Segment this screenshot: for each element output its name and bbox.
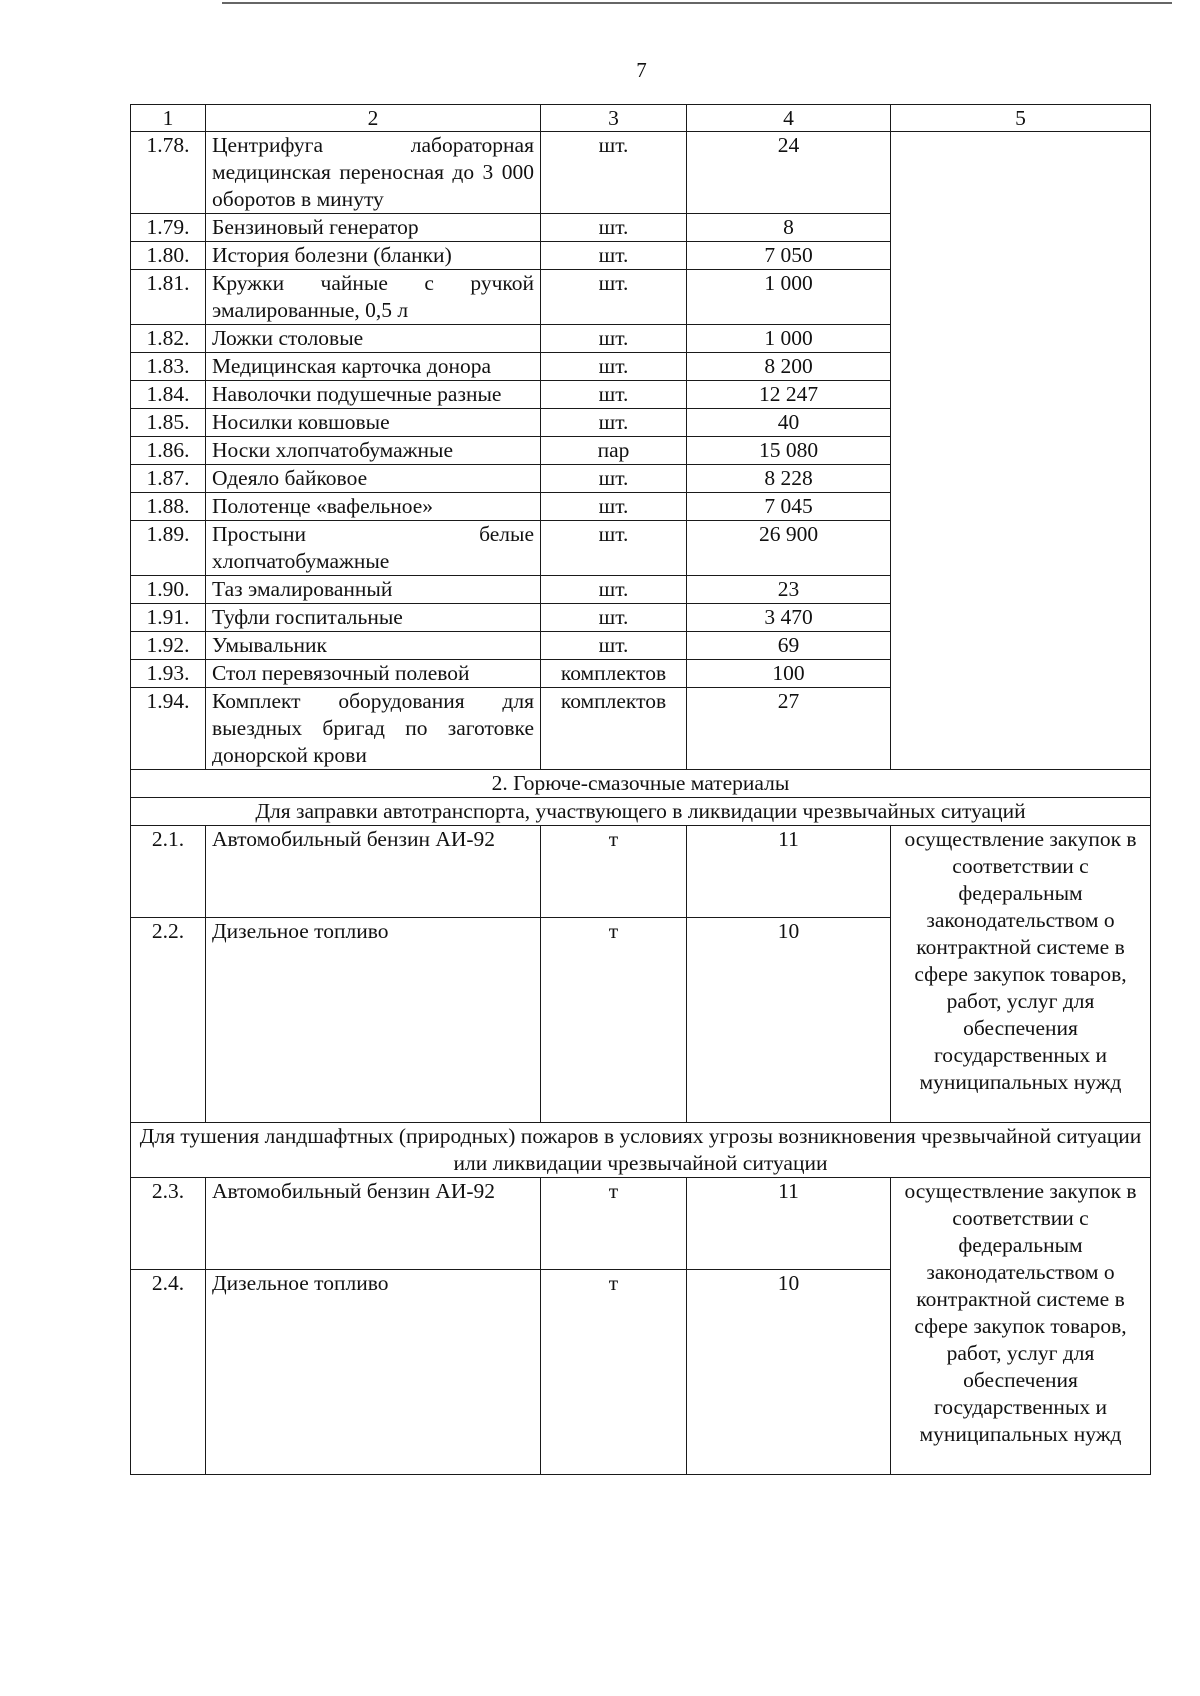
row-number: 1.94. — [131, 688, 206, 770]
item-unit: т — [541, 918, 687, 1123]
item-quantity: 11 — [687, 826, 891, 918]
item-unit: шт. — [541, 521, 687, 576]
item-quantity: 1 000 — [687, 325, 891, 353]
item-name: Носки хлопчатобумажные — [206, 437, 541, 465]
item-name: Простыни белые хлопчатобумажные — [206, 521, 541, 576]
item-quantity: 12 247 — [687, 381, 891, 409]
item-quantity: 40 — [687, 409, 891, 437]
header-col-4: 4 — [687, 105, 891, 132]
row-number: 1.80. — [131, 242, 206, 270]
item-quantity: 3 470 — [687, 604, 891, 632]
item-quantity: 7 050 — [687, 242, 891, 270]
table-row — [131, 1178, 1151, 1270]
row-number: 1.88. — [131, 493, 206, 521]
subsection-header-row — [131, 1123, 1151, 1178]
item-name: Дизельное топливо — [206, 1270, 541, 1475]
item-unit: шт. — [541, 409, 687, 437]
header-col-2: 2 — [206, 105, 541, 132]
item-unit: шт. — [541, 381, 687, 409]
row-number: 1.92. — [131, 632, 206, 660]
item-unit: шт. — [541, 270, 687, 325]
row-number: 1.86. — [131, 437, 206, 465]
item-unit: т — [541, 826, 687, 918]
row-number: 2.1. — [131, 826, 206, 918]
item-quantity: 15 080 — [687, 437, 891, 465]
item-name: Таз эмалированный — [206, 576, 541, 604]
row-number: 1.82. — [131, 325, 206, 353]
item-unit: пар — [541, 437, 687, 465]
scan-top-edge-line — [222, 2, 1172, 4]
item-name: Дизельное топливо — [206, 918, 541, 1123]
page-number: 7 — [636, 58, 647, 82]
row-number: 1.81. — [131, 270, 206, 325]
item-unit: шт. — [541, 325, 687, 353]
header-col-3: 3 — [541, 105, 687, 132]
item-unit: шт. — [541, 576, 687, 604]
row-number: 1.91. — [131, 604, 206, 632]
item-name: Медицинская карточка донора — [206, 353, 541, 381]
item-unit: т — [541, 1270, 687, 1475]
item-name: Автомобильный бензин АИ-92 — [206, 826, 541, 918]
row-number: 2.2. — [131, 918, 206, 1123]
subsection-title: Для заправки автотранспорта, участвующего в ликвидации чрезвычайных ситуаций — [131, 798, 1151, 826]
item-unit: шт. — [541, 242, 687, 270]
notes-cell-empty — [891, 132, 1151, 770]
subsection-header-row — [131, 798, 1151, 826]
item-quantity: 8 228 — [687, 465, 891, 493]
header-col-1: 1 — [131, 105, 206, 132]
item-name: Автомобильный бензин АИ-92 — [206, 1178, 541, 1270]
item-unit: шт. — [541, 604, 687, 632]
row-number: 1.79. — [131, 214, 206, 242]
item-quantity: 11 — [687, 1178, 891, 1270]
item-unit: шт. — [541, 465, 687, 493]
item-quantity: 8 — [687, 214, 891, 242]
row-number: 1.84. — [131, 381, 206, 409]
header-col-5: 5 — [891, 105, 1151, 132]
item-name: Стол перевязочный полевой — [206, 660, 541, 688]
item-name: Туфли госпитальные — [206, 604, 541, 632]
item-quantity: 23 — [687, 576, 891, 604]
item-unit: шт. — [541, 214, 687, 242]
item-unit: шт. — [541, 353, 687, 381]
item-name: Одеяло байковое — [206, 465, 541, 493]
procurement-note: осуществление закупок в соответствии с федеральным законодательством о контрактной системе в сфере закупок товаров, работ, услуг для обеспечения государственных и муниципальных нужд — [891, 826, 1151, 1123]
item-name: Носилки ковшовые — [206, 409, 541, 437]
item-unit: шт. — [541, 493, 687, 521]
table-row — [131, 826, 1151, 918]
item-quantity: 8 200 — [687, 353, 891, 381]
item-quantity: 100 — [687, 660, 891, 688]
table-header-row — [131, 105, 1151, 132]
item-unit: комплектов — [541, 660, 687, 688]
row-number: 2.4. — [131, 1270, 206, 1475]
item-quantity: 10 — [687, 1270, 891, 1475]
item-unit: т — [541, 1178, 687, 1270]
item-name: Умывальник — [206, 632, 541, 660]
item-quantity: 1 000 — [687, 270, 891, 325]
row-number: 1.83. — [131, 353, 206, 381]
item-unit: шт. — [541, 132, 687, 214]
row-number: 1.90. — [131, 576, 206, 604]
item-quantity: 24 — [687, 132, 891, 214]
section-header-row — [131, 770, 1151, 798]
item-name: Бензиновый генератор — [206, 214, 541, 242]
row-number: 1.78. — [131, 132, 206, 214]
item-name: Комплект оборудования для выездных бригад по заготовке донорской крови — [206, 688, 541, 770]
procurement-note: осуществление закупок в соответствии с федеральным законодательством о контрактной системе в сфере закупок товаров, работ, услуг для обеспечения государственных и муниципальных нужд — [891, 1178, 1151, 1475]
row-number: 1.93. — [131, 660, 206, 688]
section-title: 2. Горюче-смазочные материалы — [131, 770, 1151, 798]
table-row — [131, 132, 1151, 214]
item-name: Кружки чайные с ручкой эмалированные, 0,5 л — [206, 270, 541, 325]
item-quantity: 27 — [687, 688, 891, 770]
item-unit: комплектов — [541, 688, 687, 770]
item-quantity: 7 045 — [687, 493, 891, 521]
row-number: 1.85. — [131, 409, 206, 437]
item-quantity: 10 — [687, 918, 891, 1123]
item-name: Полотенце «вафельное» — [206, 493, 541, 521]
row-number: 1.89. — [131, 521, 206, 576]
item-name: История болезни (бланки) — [206, 242, 541, 270]
supplies-table — [130, 104, 1151, 1475]
row-number: 2.3. — [131, 1178, 206, 1270]
item-unit: шт. — [541, 632, 687, 660]
item-name: Центрифуга лабораторная медицинская переносная до 3 000 оборотов в минуту — [206, 132, 541, 214]
row-number: 1.87. — [131, 465, 206, 493]
item-quantity: 26 900 — [687, 521, 891, 576]
subsection-title: Для тушения ландшафтных (природных) пожаров в условиях угрозы возникновения чрезвычайной ситуации или ликвидации чрезвычайной ситуации — [131, 1123, 1151, 1178]
item-name: Наволочки подушечные разные — [206, 381, 541, 409]
item-quantity: 69 — [687, 632, 891, 660]
item-name: Ложки столовые — [206, 325, 541, 353]
